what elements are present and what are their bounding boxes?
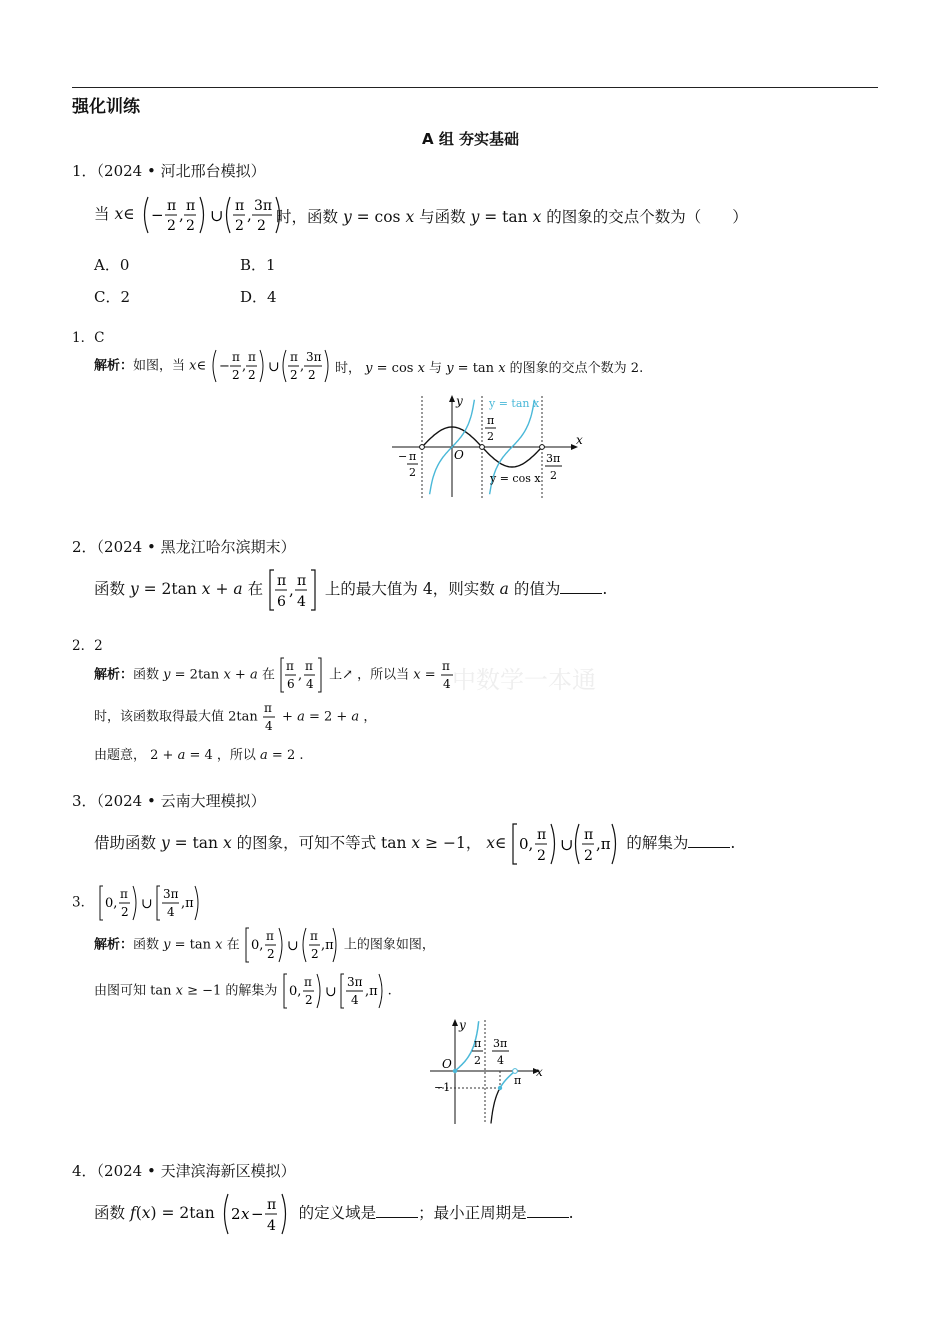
svg-text:,: ,	[297, 668, 303, 683]
svg-text:6: 6	[277, 594, 286, 610]
q2-solution-line2: 时，该函数取得最大值 2tan π 4 + a = 2 + a ，	[94, 701, 377, 733]
svg-text:,: ,	[242, 359, 247, 374]
q2-solution-interval	[279, 656, 325, 694]
svg-text:3π: 3π	[163, 887, 179, 901]
top-rule	[72, 87, 878, 88]
svg-text:4: 4	[167, 905, 176, 919]
q3-solution-line1: 解析：函数 y = tan x 在 0, π 2 ∪ π 2 ,π 上的图象如图，	[94, 926, 435, 964]
svg-text:π: π	[277, 573, 287, 589]
svg-text:π: π	[304, 659, 313, 673]
q1-answer: 1．C	[72, 330, 105, 346]
q3-graph	[428, 1016, 548, 1128]
svg-text:2: 2	[409, 466, 416, 479]
svg-text:π: π	[232, 350, 241, 364]
q3-tan-solution-branch-2	[500, 1071, 515, 1088]
q1-origin-label: O	[454, 448, 464, 462]
svg-text:4: 4	[297, 594, 306, 610]
svg-text:2: 2	[230, 1205, 241, 1223]
q1-solution-label: 解析：	[94, 358, 134, 374]
svg-text:π: π	[185, 198, 195, 214]
q1-text-tail: 时，函数 y = cos x 与函数 y = tan x 的图象的交点个数为（ ）	[276, 208, 748, 226]
svg-text:π: π	[166, 198, 176, 214]
q3-solution-line2: 由图可知 tan x ≥ −1 的解集为 0, π 2 ∪ 3π 4 ,π .	[94, 975, 392, 1007]
svg-text:0,: 0,	[105, 896, 118, 911]
svg-text:π: π	[263, 701, 272, 715]
svg-text:∪: ∪	[141, 896, 154, 912]
svg-text:π: π	[584, 827, 594, 843]
svg-text:0,: 0,	[250, 938, 264, 953]
q3-tan-branch-2	[491, 1088, 500, 1124]
svg-text:∪: ∪	[209, 206, 223, 225]
svg-text:,π: ,π	[364, 984, 378, 999]
q3-answer-number: 3．	[72, 894, 95, 911]
q1-text-math: 当 x∈ − π 2 , π 2 ∪ π 2 , 3π 2	[94, 205, 345, 223]
q1-solution: 解析：如图，当 x∈ − π 2 , π 2 ∪ π 2 , 3π 2	[94, 348, 360, 384]
q1-solution-tail: 时， y = cos x 与 y = tan x 的图象的交点个数为 2.	[335, 361, 644, 376]
svg-text:4: 4	[305, 677, 314, 691]
q1-option-d[interactable]: D．4	[240, 288, 277, 306]
svg-text:π: π	[266, 1197, 276, 1213]
svg-text:π: π	[265, 929, 274, 943]
q3-x-label: x	[536, 1065, 543, 1079]
svg-text:π: π	[303, 975, 312, 989]
svg-text:3π: 3π	[306, 350, 322, 364]
svg-text:∪: ∪	[268, 359, 280, 375]
svg-text:0,: 0,	[519, 835, 534, 853]
svg-text:2: 2	[584, 848, 594, 864]
q3-text: 借助函数 y = tan x 的图象，可知不等式 tan x ≥ −1， x∈ 0, π 2 ∪ π 2 ,π 的解集为 .	[94, 822, 735, 866]
svg-text:0,: 0,	[288, 984, 301, 999]
q2-solution-line3: 由题意， 2 + a = 4 ，所以 a = 2 .	[94, 748, 304, 763]
group-title: A 组 夯实基础	[422, 130, 520, 148]
svg-text:2: 2	[234, 218, 244, 234]
svg-text:π: π	[487, 414, 495, 427]
svg-text:2: 2	[248, 368, 256, 382]
q1-tan-label: y = tan x	[489, 397, 540, 410]
svg-text:3π: 3π	[493, 1037, 508, 1050]
q3-closed-point-origin	[453, 1069, 457, 1073]
svg-text:π: π	[409, 450, 417, 463]
svg-text:2: 2	[266, 947, 275, 961]
svg-text:6: 6	[286, 677, 295, 691]
svg-text:3π: 3π	[546, 452, 561, 465]
svg-text:π: π	[297, 573, 307, 589]
svg-text:,: ,	[178, 206, 184, 224]
svg-text:,π: ,π	[596, 835, 612, 853]
svg-text:4: 4	[264, 719, 273, 733]
q1-header: 1．（2024 • 河北邢台模拟）	[72, 162, 266, 180]
svg-text:4: 4	[350, 993, 359, 1007]
svg-text:2: 2	[550, 469, 557, 482]
svg-text:−: −	[250, 1205, 264, 1223]
svg-text:2: 2	[474, 1054, 481, 1067]
q1-option-a[interactable]: A．0	[94, 256, 130, 274]
svg-text:2: 2	[308, 368, 316, 382]
svg-text:π: π	[537, 827, 547, 843]
q1-x-label: x	[576, 433, 583, 447]
svg-text:2: 2	[185, 218, 195, 234]
q3-solution-interval	[244, 926, 340, 964]
svg-text:,: ,	[289, 581, 294, 599]
svg-text:2: 2	[121, 905, 130, 919]
q3-answer-interval	[98, 884, 208, 922]
svg-text:π: π	[309, 929, 318, 943]
svg-text:∪: ∪	[324, 984, 337, 1000]
section-title: 强化训练	[72, 97, 140, 117]
svg-text:2: 2	[537, 848, 547, 864]
svg-text:π: π	[290, 350, 299, 364]
svg-text:π: π	[285, 659, 294, 673]
q2-solution-line1: 解析：函数 y = 2tan x + a 在 π 6 , π 4 上↗ ，所以当 x = π 4	[94, 656, 456, 694]
svg-text:−: −	[150, 206, 164, 224]
svg-text:−: −	[219, 359, 231, 374]
watermark: 中数学一本通	[452, 666, 596, 694]
svg-text:2: 2	[304, 993, 313, 1007]
q3-interval-formula	[511, 822, 621, 866]
svg-text:π: π	[120, 887, 129, 901]
svg-text:2: 2	[290, 368, 298, 382]
svg-text:π: π	[248, 350, 257, 364]
q3-header: 3．（2024 • 云南大理模拟）	[72, 792, 266, 810]
svg-text:2: 2	[256, 218, 266, 234]
q1-y-label: y	[456, 394, 463, 408]
q3-solution-label: 解析：	[94, 937, 134, 953]
q1-graph	[390, 392, 590, 502]
q2-text: 函数 y = 2tan x + a 在 π 6 , π 4 上的最大值为 4，则实数 a 的值为 .	[94, 568, 607, 612]
svg-text:4: 4	[266, 1218, 276, 1234]
svg-text:,: ,	[246, 206, 252, 224]
svg-text:−: −	[398, 450, 408, 463]
q2-answer: 2．2	[72, 638, 103, 654]
svg-text:,π: ,π	[181, 896, 195, 911]
svg-text:3π: 3π	[253, 198, 272, 214]
q1-cos-label: y = cos x	[490, 472, 541, 485]
q3-closed-point-3pi4	[498, 1086, 502, 1090]
q4-formula	[220, 1192, 294, 1236]
q3-answer	[72, 884, 208, 922]
q1-option-b[interactable]: B．1	[240, 256, 276, 274]
q3-open-point-pi	[513, 1069, 518, 1074]
svg-text:4: 4	[497, 1054, 504, 1067]
q3-pi-label: π	[514, 1074, 522, 1087]
q2-interval-formula	[268, 568, 320, 612]
q3-y-label: y	[459, 1018, 466, 1032]
svg-text:2: 2	[310, 947, 319, 961]
svg-text:π: π	[474, 1037, 482, 1050]
svg-text:∪: ∪	[286, 938, 299, 954]
q3-origin-label: O	[442, 1057, 452, 1071]
svg-text:π: π	[441, 659, 450, 673]
q2-solution-label: 解析：	[94, 667, 134, 683]
svg-text:2: 2	[166, 218, 176, 234]
svg-text:2: 2	[232, 368, 240, 382]
q2-header: 2．（2024 • 黑龙江哈尔滨期末）	[72, 538, 296, 556]
q4-header: 4．（2024 • 天津滨海新区模拟）	[72, 1162, 296, 1180]
q4-text: 函数 f(x) = 2tan 2 x − π 4 的定义域是 ；最小正周期是 .	[94, 1192, 574, 1236]
svg-text:∪: ∪	[560, 835, 574, 854]
svg-text:3π: 3π	[346, 975, 363, 989]
svg-text:2: 2	[487, 430, 494, 443]
q3-minus1-label: −1	[434, 1081, 451, 1094]
q1-option-c[interactable]: C．2	[94, 288, 131, 306]
svg-text:,π: ,π	[320, 938, 334, 953]
svg-text:π: π	[234, 198, 244, 214]
svg-text:x: x	[240, 1205, 250, 1223]
svg-text:,: ,	[300, 359, 305, 374]
svg-text:4: 4	[442, 677, 451, 691]
